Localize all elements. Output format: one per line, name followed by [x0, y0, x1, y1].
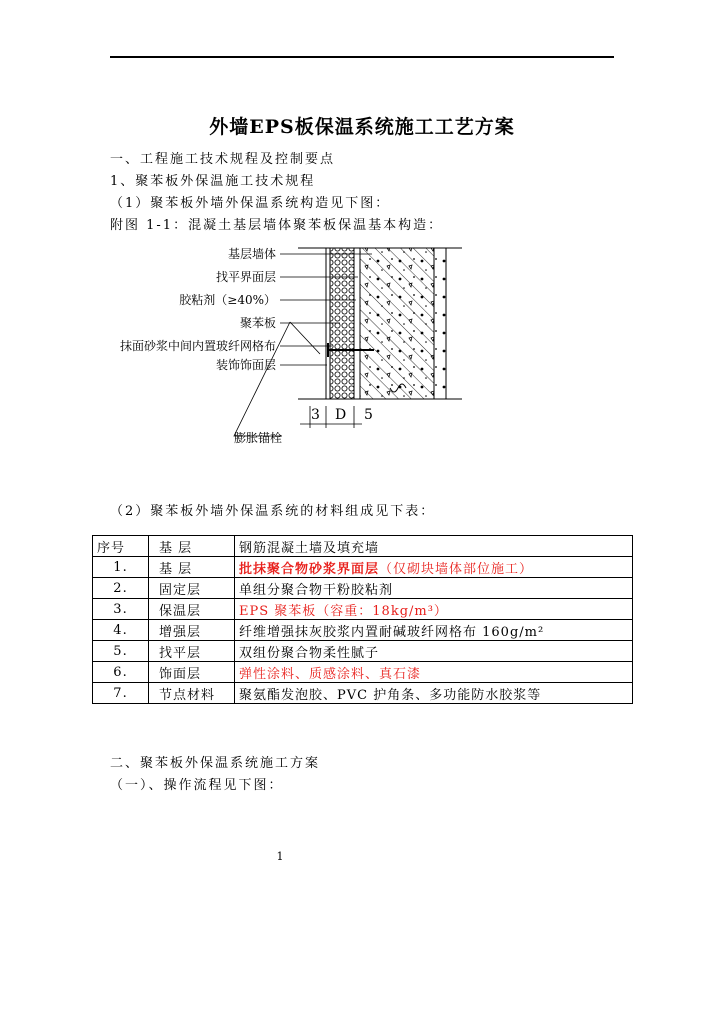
table-row [93, 578, 633, 599]
row-number: 1. [93, 557, 149, 578]
section-heading-2: 二、聚苯板外保温系统施工方案 [110, 756, 321, 771]
row-layer: 饰面层 [149, 662, 235, 683]
row-layer: 找平层 [149, 641, 235, 662]
row-material-note: （仅砌块墙体部位施工） [379, 561, 534, 577]
row-number: 3. [93, 599, 149, 620]
row-material-main: 批抹聚合物砂浆界面层 [239, 561, 380, 577]
row-number: 5. [93, 641, 149, 662]
figure-caption: 附图 1-1：混凝土基层墙体聚苯板保温基本构造： [110, 218, 444, 233]
materials-table [92, 535, 633, 704]
row-material: 聚氨酯发泡胶、PVC 护角条、多功能防水胶浆等 [235, 683, 633, 704]
row-layer: 保温层 [149, 599, 235, 620]
row-number: 4. [93, 620, 149, 641]
row-layer: 基 层 [149, 557, 235, 578]
paragraph-structure-intro: （1）聚苯板外墙外保温系统构造见下图： [110, 196, 391, 211]
subsection-heading-1-1: 1、聚苯板外保温施工技术规程 [110, 174, 316, 189]
header-rule [110, 56, 614, 58]
row-material: 弹性涂料、质感涂料、真石漆 [235, 662, 633, 683]
row-material: 单组分聚合物干粉胶粘剂 [235, 578, 633, 599]
header-cell: 钢筋混凝土墙及填充墙 [235, 536, 633, 557]
row-layer: 节点材料 [149, 683, 235, 704]
header-cell: 基 层 [149, 536, 235, 557]
table-row [93, 641, 633, 662]
dim-label-2: D [335, 407, 347, 423]
table-row [93, 599, 633, 620]
diagram-label-leveling-layer: 找平界面层 [215, 270, 276, 284]
row-layer: 固定层 [149, 578, 235, 599]
table-header-row [93, 536, 633, 557]
table-row [93, 662, 633, 683]
row-material [235, 557, 633, 578]
table-row [93, 683, 633, 704]
row-number: 7. [93, 683, 149, 704]
header-cell: 序号 [93, 536, 149, 557]
table-row [93, 620, 633, 641]
page-number: 1 [276, 850, 284, 863]
diagram-label-adhesive: 胶粘剂（≥40%） [179, 293, 276, 307]
dim-label-3: 5 [364, 407, 373, 423]
row-material: 双组份聚合物柔性腻子 [235, 641, 633, 662]
row-material: 纤维增强抹灰胶浆内置耐碱玻纤网格布 160g/m² [235, 620, 633, 641]
dim-label-1: 3 [311, 407, 320, 423]
paragraph-materials-intro: （2）聚苯板外墙外保温系统的材料组成见下表： [110, 504, 436, 519]
row-material: EPS 聚苯板（容重：18kg/m³） [235, 599, 633, 620]
diagram-label-finish-layer: 装饰饰面层 [215, 358, 276, 372]
diagram-label-mesh-mortar: 抹面砂浆中间内置玻纤网格布 [119, 339, 276, 353]
row-number: 6. [93, 662, 149, 683]
wall-construction-diagram [110, 238, 470, 448]
diagram-label-eps-board: 聚苯板 [239, 316, 276, 330]
document-title: 外墙EPS板保温系统施工工艺方案 [209, 116, 515, 138]
row-layer: 增强层 [149, 620, 235, 641]
diagram-label-base-wall: 基层墙体 [227, 247, 276, 261]
row-number: 2. [93, 578, 149, 599]
table-row [93, 557, 633, 578]
subsection-heading-2-1: （一）、操作流程见下图： [110, 778, 284, 793]
diagram-label-anchor: 膨胀锚栓 [234, 431, 283, 445]
section-heading-1: 一、工程施工技术规程及控制要点 [110, 152, 336, 167]
